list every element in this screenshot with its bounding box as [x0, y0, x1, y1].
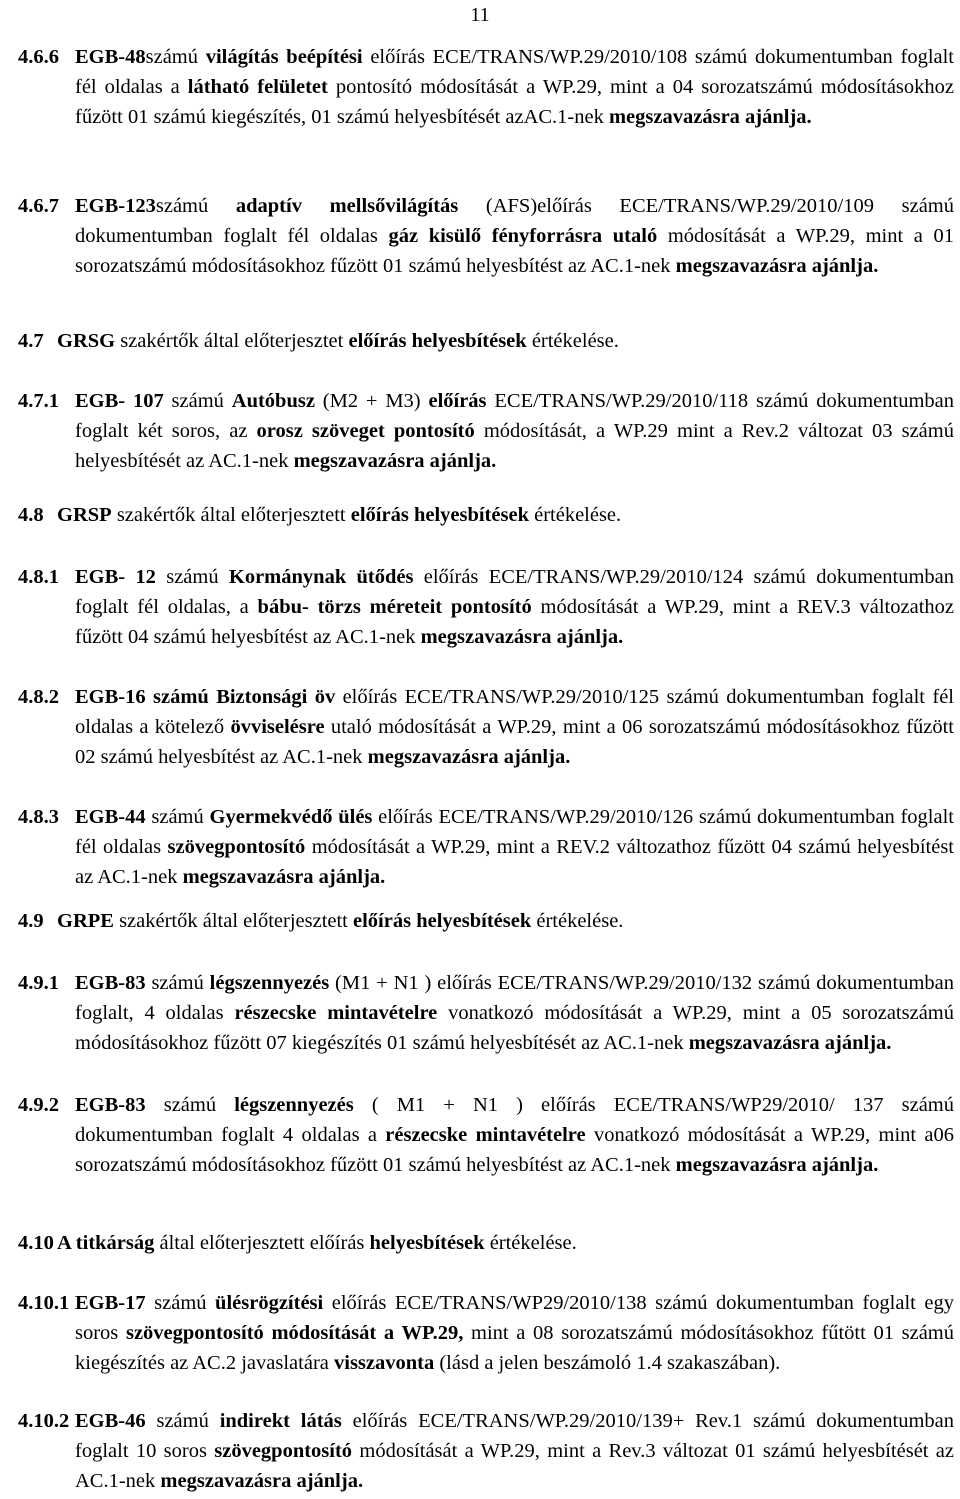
section-item	[18, 802, 954, 893]
section-item	[18, 386, 954, 477]
text-run: pontosító módosítását a WP.29, mint a 04 sorozatszámú módosításokhoz fűzött 01 számú kiegészítés, 01 számú helyesbítését azAC.1-nek	[75, 76, 955, 129]
bold-text: Gyermekvédő ülés	[209, 806, 373, 828]
section-number: 4.7	[18, 330, 44, 352]
text-run: értékelése.	[526, 330, 619, 352]
bold-text: ülésrögzítési	[215, 1292, 324, 1314]
section-text	[75, 42, 954, 133]
page-number: 11	[470, 4, 490, 26]
bold-text: Kormánynak ütődés	[228, 566, 414, 588]
bold-text: Autóbusz	[231, 390, 315, 412]
bold-text: adaptív mellsővilágítás	[235, 195, 459, 217]
bold-text: EGB-123	[75, 195, 156, 217]
text-run: módosítását a WP.29, mint a REV.2 változathoz fűzött 04 számú helyesbítést az AC.1-nek	[75, 836, 954, 889]
section-item	[18, 326, 954, 356]
section-text	[75, 968, 954, 1059]
text-run: előírás ECE/TRANS/WP.29/2010/125 számú dokumentumban foglalt fél oldalas a kötelező	[75, 686, 954, 739]
bold-text: előírás	[428, 390, 487, 412]
text-run: ( M1 + N1 ) előírás ECE/TRANS/WP29/2010/ 137 számú dokumentumban foglalt 4 oldalas a	[75, 1094, 955, 1147]
section-item	[18, 906, 954, 936]
text-run: (M1 + N1 ) előírás ECE/TRANS/WP.29/2010/132 számú dokumentumban foglalt, 4 oldalas	[75, 972, 954, 1025]
bold-text: előírás helyesbítések	[353, 910, 532, 932]
bold-text: megszavazásra ajánlja.	[675, 255, 879, 278]
section-number: 4.9.1	[18, 972, 59, 994]
bold-text: szövegpontosító	[214, 1440, 353, 1463]
section-item	[18, 500, 954, 530]
bold-text: megszavazásra ajánlja.	[420, 626, 624, 649]
bold-text: EGB-16 számú Biztonsági öv	[75, 686, 336, 708]
bold-text: megszavazásra ajánlja.	[688, 1032, 892, 1055]
section-text	[57, 326, 954, 356]
bold-text: övviselésre	[230, 716, 325, 739]
section-text	[57, 500, 954, 530]
bold-text: bábu- törzs méreteit pontosító	[257, 596, 532, 619]
section-number: 4.8.1	[18, 566, 59, 588]
section-item	[18, 1406, 954, 1497]
bold-text: EGB- 12	[75, 566, 156, 588]
text-run: számú	[145, 806, 210, 828]
text-run: értékelése.	[484, 1232, 577, 1254]
text-run: mint a 08 sorozatszámú módosításokhoz fűtött 01 számú kiegészítés az AC.2 javaslatára	[75, 1322, 954, 1375]
text-run: (M2 + M3)	[314, 390, 429, 412]
bold-text: GRSP	[57, 504, 112, 526]
text-run: szakértők által előterjesztet	[115, 330, 349, 352]
bold-text: megszavazásra ajánlja.	[160, 1470, 364, 1493]
bold-text: világítás beépítési	[205, 46, 363, 68]
section-number: 4.6.7	[18, 195, 59, 217]
bold-text: EGB- 107	[75, 390, 164, 412]
section-text	[75, 802, 954, 893]
text-run: által előterjesztett előírás	[154, 1232, 370, 1254]
bold-text: légszennyezés	[209, 972, 330, 994]
text-run: értékelése.	[531, 910, 624, 932]
section-item	[18, 191, 954, 282]
bold-text: megszavazásra ajánlja.	[182, 866, 386, 889]
section-number: 4.8.3	[18, 806, 59, 828]
bold-text: részecske mintavételre	[234, 1002, 438, 1025]
text-run: számú	[155, 566, 229, 588]
bold-text: visszavonta	[334, 1352, 435, 1375]
text-run: számú	[163, 390, 232, 412]
section-text	[75, 191, 954, 282]
text-run: előírás ECE/TRANS/WP29/2010/138 számú dokumentumban foglalt egy soros	[75, 1292, 954, 1345]
bold-text: előírás helyesbítések	[348, 330, 527, 352]
text-run: számú	[155, 195, 236, 217]
section-text	[75, 682, 954, 773]
text-run: módosítását a WP.29, mint a REV.3 változathoz fűzött 04 számú helyesbítést az AC.1-nek	[75, 596, 954, 649]
section-number: 4.10	[18, 1232, 54, 1254]
section-item	[18, 1288, 954, 1379]
section-item	[18, 1228, 954, 1258]
text-run: számú	[145, 1094, 235, 1116]
text-run: értékelése.	[528, 504, 622, 526]
section-number: 4.10.2	[18, 1410, 70, 1432]
text-run: utaló módosítását a WP.29, mint a 06 sorozatszámú módosításokhoz fűzött 02 számú helyesbítést az AC.1-nek	[75, 716, 954, 769]
bold-text: EGB-44	[75, 806, 146, 828]
section-text	[57, 906, 954, 936]
text-run: számú	[145, 972, 210, 994]
bold-text: EGB-48	[75, 46, 146, 68]
bold-text: megszavazásra ajánlja.	[293, 450, 497, 473]
bold-text: indirekt látás	[219, 1410, 342, 1432]
section-text	[75, 1406, 954, 1497]
bold-text: EGB-46	[75, 1410, 146, 1432]
section-number: 4.8	[18, 504, 44, 526]
section-number: 4.10.1	[18, 1292, 70, 1314]
section-text	[75, 1090, 954, 1181]
bold-text: orosz szöveget pontosító	[256, 420, 475, 443]
bold-text: GRPE	[57, 910, 114, 932]
section-number: 4.7.1	[18, 390, 59, 412]
bold-text: EGB-17	[75, 1292, 146, 1314]
bold-text: gáz kisülő fényforrásra utaló	[388, 225, 658, 248]
bold-text: légszennyezés	[234, 1094, 354, 1116]
text-run: számú	[145, 1410, 220, 1432]
section-number: 4.6.6	[18, 46, 59, 68]
text-run: szakértők által előterjesztett	[111, 504, 351, 526]
section-text	[57, 1228, 954, 1258]
text-run: ECE/TRANS/WP.29/2010/118 számú dokumentumban foglalt két soros, az	[75, 390, 955, 443]
bold-text: részecske mintavételre	[385, 1124, 586, 1147]
text-run: előírás ECE/TRANS/WP.29/2010/126 számú dokumentumban foglalt fél oldalas	[75, 806, 954, 859]
section-number: 4.9	[18, 910, 44, 932]
section-item	[18, 42, 954, 133]
text-run: módosítását, a WP.29 mint a Rev.2 változat 03 számú helyesbítését az AC.1-nek	[75, 420, 954, 473]
section-item	[18, 682, 954, 773]
text-run: előírás ECE/TRANS/WP.29/2010/124 számú dokumentumban foglalt fél oldalas, a	[75, 566, 955, 619]
bold-text: szövegpontosító	[167, 836, 306, 859]
text-run: számú	[145, 1292, 216, 1314]
section-number: 4.8.2	[18, 686, 59, 708]
text-run: vonatkozó módosítását a WP.29, mint a 05 sorozatszámú módosításokhoz fűzött 07 kiegészítés 01 számú helyesbítését az AC.1-nek	[75, 1002, 954, 1055]
section-text	[75, 562, 954, 653]
bold-text: megszavazásra ajánlja.	[367, 746, 571, 769]
text-run: szakértők által előterjesztett	[113, 910, 354, 932]
text-run: előírás ECE/TRANS/WP.29/2010/108 számú dokumentumban foglalt fél oldalas a	[75, 46, 955, 99]
bold-text: megszavazásra ajánlja.	[608, 106, 812, 129]
text-run: számú	[145, 46, 206, 68]
section-item	[18, 562, 954, 653]
bold-text: szövegpontosító módosítását a WP.29,	[125, 1322, 464, 1345]
section-number: 4.9.2	[18, 1094, 59, 1116]
bold-text: látható felületet	[187, 76, 328, 99]
bold-text: megszavazásra ajánlja.	[675, 1154, 879, 1177]
bold-text: EGB-83	[75, 1094, 146, 1116]
text-run: (lásd a jelen beszámoló 1.4 szakaszában).	[434, 1352, 781, 1375]
bold-text: GRSG	[57, 330, 116, 352]
bold-text: előírás helyesbítések	[350, 504, 529, 526]
section-text	[75, 1288, 954, 1379]
bold-text: A titkárság	[57, 1232, 155, 1254]
text-run: (AFS)előírás ECE/TRANS/WP.29/2010/109 számú dokumentumban foglalt fél oldalas	[75, 195, 954, 248]
bold-text: EGB-83	[75, 972, 146, 994]
section-item	[18, 1090, 954, 1181]
text-run: előírás ECE/TRANS/WP.29/2010/139+ Rev.1 számú dokumentumban foglalt 10 soros	[75, 1410, 955, 1463]
text-run: vonatkozó módosítását a WP.29, mint a06 sorozatszámú módosításokhoz fűzött 01 számú helyesbítést az AC.1-nek	[75, 1124, 954, 1177]
section-item	[18, 968, 954, 1059]
text-run: módosítását a WP.29, mint a Rev.3 változat 01 számú helyesbítését az AC.1-nek	[75, 1440, 955, 1493]
section-text	[75, 386, 954, 477]
bold-text: helyesbítések	[369, 1232, 485, 1254]
text-run: módosítását a WP.29, mint a 01 sorozatszámú módosításokhoz fűzött 01 számú helyesbítést az AC.1-nek	[75, 225, 955, 278]
